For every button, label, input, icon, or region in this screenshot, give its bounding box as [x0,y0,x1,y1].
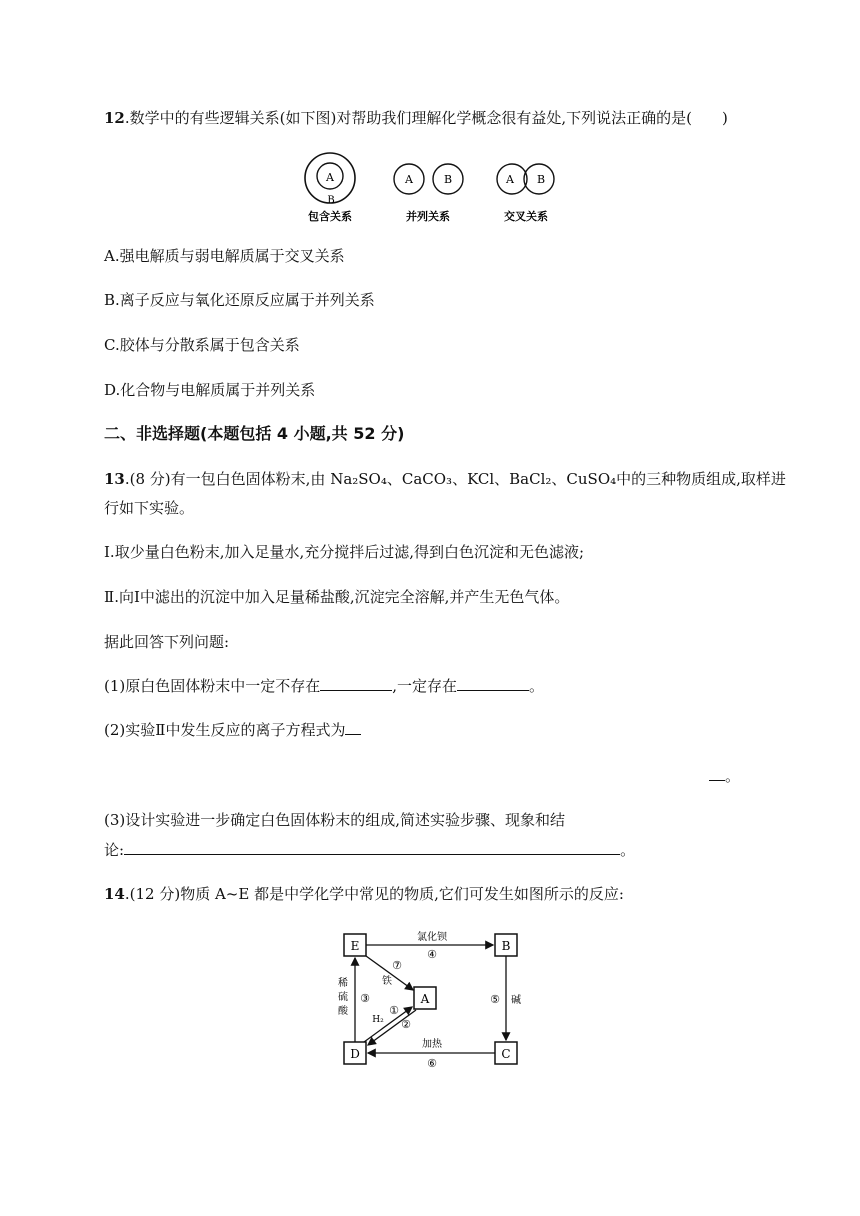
svg-text:C: C [501,1047,511,1061]
edge-e-to-b [366,930,493,961]
parallel-relation-figure [394,164,463,223]
svg-text:⑦: ⑦ [392,959,402,972]
q13-part2-end [709,766,740,786]
q13-ask: 据此回答下列问题: [104,633,230,651]
q13-intro-line1 [104,469,786,489]
intersection-relation-figure [497,164,554,223]
q13-part3-line2 [104,840,635,860]
q12-text: .数学中的有些逻辑关系(如下图)对帮助我们理解化学概念很有益处,下列说法正确的是( ) [124,109,728,127]
svg-text:酸: 酸 [338,1006,348,1017]
edge-e-to-a [366,956,413,990]
svg-text:稀: 稀 [338,978,348,989]
intersection-a-label: A [506,173,514,186]
q12-option-a[interactable]: A.强电解质与弱电解质属于交叉关系 [104,247,345,265]
inclusion-a-label: A [326,171,334,184]
q12-number: 12 [104,109,125,127]
parallel-b-label: B [443,173,453,186]
q13-blank-absent[interactable] [320,676,392,691]
svg-text:A: A [420,992,430,1006]
section-heading-non-choice: 二、非选择题(本题包括 4 小题,共 52 分) [104,424,405,443]
inclusion-relation-figure [305,153,355,223]
q13-part1-text-c: 。 [529,677,545,695]
intersection-b-label: B [536,173,546,186]
inclusion-caption: 包含关系 [308,210,352,223]
node-d [344,1042,366,1064]
svg-text:氯化钡: 氯化钡 [417,932,447,943]
q12-option-b[interactable]: B.离子反应与氧化还原反应属于并列关系 [104,291,375,309]
q13-part1-text-b: ,一定存在 [392,677,458,695]
q13-part2-text: (2)实验Ⅱ中发生反应的离子方程式为 [104,721,346,739]
q14-stem [104,884,624,904]
q13-blank-equation-start[interactable] [345,720,361,735]
svg-text:③: ③ [360,992,370,1005]
svg-text:E: E [350,939,360,953]
q14-number: 14 [104,885,125,903]
q13-step-1: Ⅰ.取少量白色粉末,加入足量水,充分搅拌后过滤,得到白色沉淀和无色滤液; [104,543,585,561]
node-c [495,1042,517,1064]
q13-blank-present[interactable] [457,676,529,691]
q13-part2 [104,720,361,740]
q12-option-c[interactable]: C.胶体与分散系属于包含关系 [104,336,300,354]
q13-intro-line2: 行如下实验。 [104,499,195,517]
q13-blank-experiment[interactable] [124,840,620,855]
q12-option-d[interactable]: D.化合物与电解质属于并列关系 [104,381,316,399]
q13-intro-text: .(8 分)有一包白色固体粉末,由 Na₂SO₄、CaCO₃、KCl、BaCl₂、CuSO₄中的三种物质组成,取样进 [124,470,786,488]
svg-text:碱: 碱 [511,995,521,1006]
svg-text:B: B [501,939,511,953]
svg-text:硫: 硫 [338,992,348,1003]
svg-text:⑥: ⑥ [427,1057,437,1070]
q13-blank-equation-end[interactable] [709,766,725,781]
parallel-caption: 并列关系 [406,210,450,223]
q13-part1-text-a: (1)原白色固体粉末中一定不存在 [104,677,321,695]
svg-text:加热: 加热 [422,1039,442,1050]
svg-text:④: ④ [427,948,437,961]
parallel-a-label: A [405,173,413,186]
q13-step-2: Ⅱ.向Ⅰ中滤出的沉淀中加入足量稀盐酸,沉淀完全溶解,并产生无色气体。 [104,588,570,606]
node-a [414,987,436,1009]
q13-part3-period: 。 [620,841,636,859]
q13-part1 [104,676,544,696]
node-b [495,934,517,956]
q14-reaction-diagram [330,926,530,1074]
edge-b-to-c [490,956,521,1040]
edge-c-to-d [368,1037,495,1070]
edge-d-to-e [338,958,370,1042]
svg-text:铁: 铁 [382,976,392,987]
q12-logic-diagram [296,152,566,232]
svg-text:②: ② [401,1018,411,1031]
inclusion-b-label: B [327,195,335,206]
q13-part3-line1: (3)设计实验进一步确定白色固体粉末的组成,简述实验步骤、现象和结 [104,811,566,829]
q13-part3-lead: 论: [104,841,125,859]
svg-text:⑤: ⑤ [490,993,500,1006]
intersection-caption: 交叉关系 [504,210,548,223]
svg-text:①: ① [389,1004,399,1017]
node-e [344,934,366,956]
svg-text:H₂: H₂ [372,1015,384,1025]
q14-text: .(12 分)物质 A~E 都是中学化学中常见的物质,它们可发生如图所示的反应: [124,885,624,903]
q13-part2-period: 。 [725,767,741,785]
q12-stem [104,108,728,128]
q13-number: 13 [104,470,125,488]
svg-text:D: D [350,1047,360,1061]
